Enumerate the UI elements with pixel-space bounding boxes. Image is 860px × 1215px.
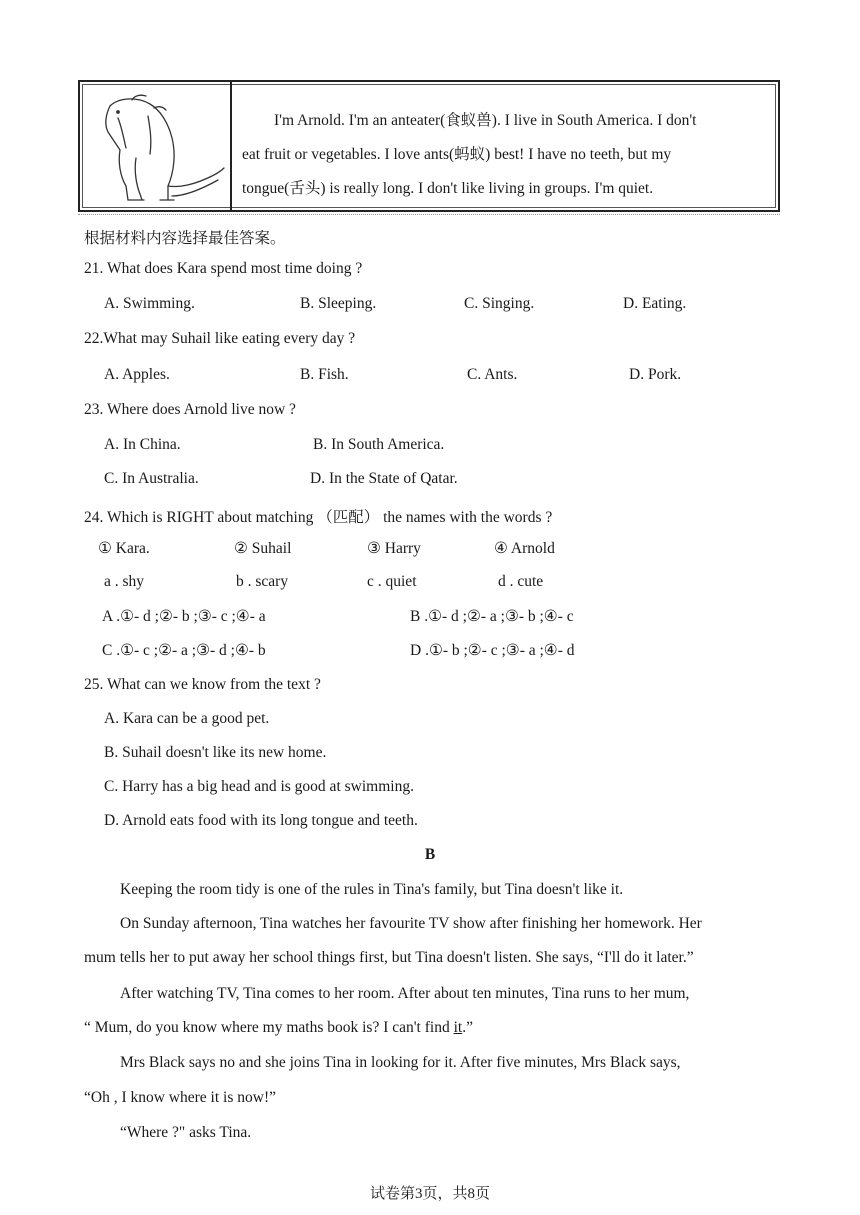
option[interactable]: A. Apples. [104,366,170,383]
passage-box [78,80,780,212]
match-word: d . cute [498,573,544,590]
question-stem: 24. Which is RIGHT about matching （匹配） the names with the words ? [84,509,553,526]
question-stem: 22.What may Suhail like eating every day ? [84,330,356,347]
match-word: a . shy [104,573,145,590]
option[interactable]: A. Swimming. [104,295,195,312]
underlined-word: it [453,1019,463,1036]
option[interactable]: C. Ants. [467,366,518,383]
paragraph: mum tells her to put away her school things first, but Tina doesn't listen. She says, “I'll do it later.” [84,949,694,966]
option[interactable]: B. Fish. [300,366,349,383]
question-stem: 25. What can we know from the text ? [84,676,321,693]
match-word: c . quiet [367,573,417,590]
passage-line: I'm Arnold. I'm an anteater(食蚁兽). I live in South America. I don't [274,112,697,129]
text-span: .” [462,1019,473,1036]
passage-line: eat fruit or vegetables. I love ants(蚂蚁) best! I have no teeth, but my [242,146,672,163]
paragraph [84,1019,473,1037]
option[interactable]: D. Pork. [629,366,682,383]
page-footer: 试卷第3页，共8页 [369,1186,490,1202]
option[interactable]: D. Arnold eats food with its long tongue and teeth. [104,812,418,829]
option[interactable]: A. In China. [104,436,181,453]
question-stem: 23. Where does Arnold live now ? [84,401,296,418]
instruction: 根据材料内容选择最佳答案。 [84,230,286,247]
paragraph: Mrs Black says no and she joins Tina in looking for it. After five minutes, Mrs Black says, [120,1054,681,1071]
section-label: B [424,846,436,863]
paragraph: On Sunday afternoon, Tina watches her favourite TV show after finishing her homework. Her [120,915,702,932]
match-word: b . scary [236,573,289,590]
option[interactable]: C. In Australia. [104,470,199,487]
option[interactable]: C .①- c ;②- a ;③- d ;④- b [102,642,266,659]
paragraph: “Oh , I know where it is now!” [84,1089,276,1106]
option[interactable]: D. Eating. [623,295,687,312]
option[interactable]: D .①- b ;②- c ;③- a ;④- d [410,642,575,659]
option[interactable]: A .①- d ;②- b ;③- c ;④- a [102,608,266,625]
option[interactable]: D. In the State of Qatar. [310,470,458,487]
option[interactable]: B. Sleeping. [300,295,377,312]
option[interactable]: C. Singing. [464,295,535,312]
option[interactable]: A. Kara can be a good pet. [104,710,270,727]
option[interactable]: B .①- d ;②- a ;③- b ;④- c [410,608,574,625]
match-name: ② Suhail [234,540,292,557]
anteater-illustration [88,88,228,206]
option[interactable]: B. In South America. [313,436,445,453]
match-name: ① Kara. [98,540,150,557]
question-stem: 21. What does Kara spend most time doing ? [84,260,363,277]
passage-line: tongue(舌头) is really long. I don't like living in groups. I'm quiet. [242,180,654,197]
paragraph: Keeping the room tidy is one of the rules in Tina's family, but Tina doesn't like it. [120,881,624,898]
passage-box-divider [230,82,232,210]
paragraph: “Where ?" asks Tina. [120,1124,252,1141]
match-name: ④ Arnold [494,540,555,557]
match-name: ③ Harry [367,540,421,557]
option[interactable]: B. Suhail doesn't like its new home. [104,744,327,761]
paragraph: After watching TV, Tina comes to her room. After about ten minutes, Tina runs to her mum, [120,985,690,1002]
text-span: “ Mum, do you know where my maths book is? I can't find [84,1019,454,1036]
option[interactable]: C. Harry has a big head and is good at swimming. [104,778,414,795]
dotted-separator [78,214,780,215]
